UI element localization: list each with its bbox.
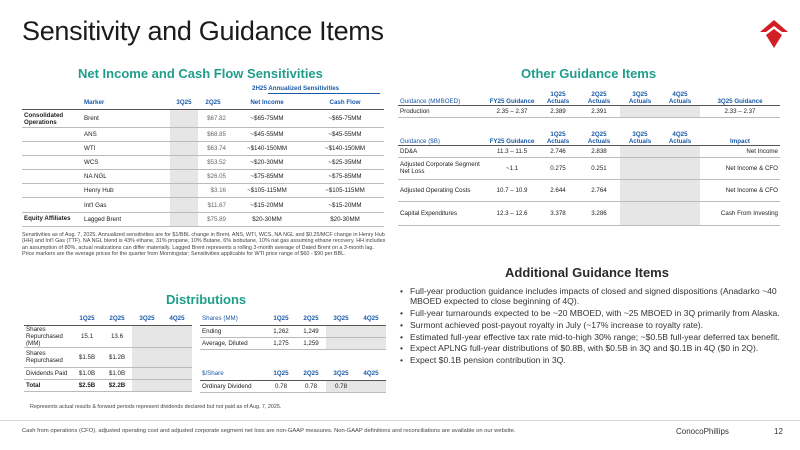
- row-value: [132, 347, 162, 367]
- row-value: [356, 380, 386, 392]
- row-value: $1.0B: [72, 367, 102, 379]
- table-row: [22, 109, 384, 127]
- row-net-income: ~$45-55MM: [228, 127, 306, 141]
- col-2q25: 2Q25: [198, 97, 228, 109]
- cell-label: Capital Expenditures: [398, 201, 486, 225]
- row-value: [326, 337, 356, 349]
- cell-label: Production: [398, 105, 486, 117]
- cell-q1: 0.275: [538, 157, 578, 179]
- row-value: [132, 325, 162, 347]
- row-marker: WCS: [82, 155, 170, 169]
- col-2: 1Q25 Actuals: [538, 87, 578, 105]
- row-value: [132, 379, 162, 391]
- table-row: [200, 337, 386, 349]
- row-cash-flow: ~$75-85MM: [306, 170, 384, 184]
- row-marker: ANS: [82, 127, 170, 141]
- row-value: $2.2B: [102, 379, 132, 391]
- row-marker: NA NGL: [82, 170, 170, 184]
- cell-3q25: [620, 157, 660, 179]
- row-cash-flow: ~$65-75MM: [306, 109, 384, 127]
- row-net-income: ~$15-20MM: [228, 198, 306, 212]
- table-row: [24, 347, 192, 367]
- col-3: 2Q25 Actuals: [578, 87, 620, 105]
- col-3: 3Q25: [132, 313, 162, 325]
- cell-4q25: [660, 179, 700, 201]
- cell-fy: 12.3 – 12.6: [486, 201, 538, 225]
- cell-label: Adjusted Corporate Segment Net Loss: [398, 157, 486, 179]
- page-title: Sensitivity and Guidance Items: [22, 16, 384, 46]
- col-4: 3Q25 Actuals: [620, 127, 660, 145]
- cost-guidance-table: [398, 127, 780, 226]
- row-value: $1.5B: [72, 347, 102, 367]
- cell-q3: [620, 105, 660, 117]
- col-3: 3Q25: [326, 313, 356, 325]
- row-cash-flow: ~$45-55MM: [306, 127, 384, 141]
- row-group: [22, 155, 82, 169]
- col-3: 2Q25 Actuals: [578, 127, 620, 145]
- row-group: Equity Affiliates: [22, 212, 82, 226]
- row-value: [326, 325, 356, 337]
- col-4: 4Q25: [356, 368, 386, 380]
- col-cash-flow: Cash Flow: [306, 97, 384, 109]
- row-3q25: [170, 212, 198, 226]
- table-row: [398, 157, 780, 179]
- row-value: [356, 325, 386, 337]
- col-1: 1Q25: [266, 368, 296, 380]
- row-label: Ordinary Dividend: [200, 380, 266, 392]
- cell-q4: [660, 105, 700, 117]
- col-1: FY25 Guidance: [486, 127, 538, 145]
- row-net-income: ~$105-115MM: [228, 184, 306, 198]
- col-2: 2Q25: [102, 313, 132, 325]
- table-row: [200, 380, 386, 392]
- col-0: Shares (MM): [200, 313, 266, 325]
- row-value: 0.78: [266, 380, 296, 392]
- table-row: [200, 325, 386, 337]
- col-0: Guidance (MMBOED): [398, 87, 486, 105]
- table-row: [22, 184, 384, 198]
- other-guidance-heading: Other Guidance Items: [521, 66, 657, 81]
- row-value: 0.78: [326, 380, 356, 392]
- row-value: [162, 347, 192, 367]
- cell-q1: 2.389: [538, 105, 578, 117]
- row-value: $1.2B: [102, 347, 132, 367]
- cell-fy: 10.7 – 10.9: [486, 179, 538, 201]
- cell-impact: Net Income & CFO: [700, 179, 780, 201]
- cell-impact: Net Income: [700, 145, 780, 157]
- sensitivities-heading: Net Income and Cash Flow Sensitivities: [78, 66, 323, 81]
- row-label: Total: [24, 379, 72, 391]
- row-label: Shares Repurchased: [24, 347, 72, 367]
- row-group: [22, 198, 82, 212]
- col-3q25: 3Q25: [170, 97, 198, 109]
- page-number: 12: [774, 427, 783, 436]
- cell-q2: 2.764: [578, 179, 620, 201]
- col-3: 3Q25: [326, 368, 356, 380]
- cell-fy: 2.35 – 2.37: [486, 105, 538, 117]
- table-row: [22, 198, 384, 212]
- row-2q25: $3.16: [198, 184, 228, 198]
- row-net-income: ~$140-150MM: [228, 141, 306, 155]
- cell-4q25: [660, 201, 700, 225]
- row-3q25: [170, 141, 198, 155]
- list-item: • Expect APLNG full-year distributions of $0.8B, with $0.5B in 3Q and $0.1B in 4Q ($0 in 2Q).: [398, 343, 782, 353]
- row-3q25: [170, 184, 198, 198]
- row-value: 1,259: [296, 337, 326, 349]
- list-item: • Estimated full-year effective tax rate mid-to-high 30% range; ~$0.5B full-year deferred tax benefit.: [398, 332, 782, 342]
- row-group: Consolidated Operations: [22, 109, 82, 127]
- table-row: [398, 145, 780, 157]
- list-item: • Expect $0.1B pension contribution in 3Q.: [398, 355, 782, 365]
- row-marker: WTI: [82, 141, 170, 155]
- cell-q2: 2.838: [578, 145, 620, 157]
- list-item: • Full-year production guidance includes impacts of closed and signed dispositions (Anadarko ~40 MBOED expected to close beginning of 4Q).: [398, 286, 782, 306]
- distributions-table: [24, 313, 192, 392]
- col-2: 1Q25 Actuals: [538, 127, 578, 145]
- row-cash-flow: ~$105-115MM: [306, 184, 384, 198]
- row-net-income: ~$75-85MM: [228, 170, 306, 184]
- row-cash-flow: ~$15-20MM: [306, 198, 384, 212]
- row-3q25: [170, 155, 198, 169]
- col-4: 4Q25: [356, 313, 386, 325]
- col-1: 1Q25: [72, 313, 102, 325]
- row-label: Shares Repurchased (MM): [24, 325, 72, 347]
- row-2q25: $75.89: [198, 212, 228, 226]
- conocophillips-logo-icon: [758, 14, 790, 54]
- cell-3q25: [620, 179, 660, 201]
- row-2q25: $63.74: [198, 141, 228, 155]
- row-value: 1,249: [296, 325, 326, 337]
- row-value: $2.5B: [72, 379, 102, 391]
- col-1: FY25 Guidance: [486, 87, 538, 105]
- cell-label: Adjusted Operating Costs: [398, 179, 486, 201]
- cell-impact: Cash From Investing: [700, 201, 780, 225]
- row-value: [132, 367, 162, 379]
- additional-guidance-heading: Additional Guidance Items: [505, 265, 669, 280]
- list-item: • Surmont achieved post-payout royalty in July (~17% increase to royalty rate).: [398, 320, 782, 330]
- col-2: 2Q25: [296, 313, 326, 325]
- col-net-income: Net Income: [228, 97, 306, 109]
- col-0: Guidance ($B): [398, 127, 486, 145]
- row-2q25: $26.05: [198, 170, 228, 184]
- sensitivities-note: Sensitivities as of Aug. 7, 2025. Annualized sensitivities are for $1/BBL change in Brent, ANS, WTI, WCS, NA NGL and $0.25/MCF change in Henry Hub (HH) and Int'l Gas (TTF). NA NGL blend is 43% ethane, 31% propane, 10% Butane, 6% isobutane, 10% nat gas assuming ethane recovery. HH includes an assumption of 80%, actual realizations can differ materially. Lagged Brent represents a rolling 3-month average of Dated Brent on a 3-month lag. Price markers are the average prices for the quarter from Morningstar; Sensitivities applicable for WTI price range of $60 - $90 per BBL.: [22, 232, 386, 257]
- row-2q25: $68.85: [198, 127, 228, 141]
- cell-q1: 3.378: [538, 201, 578, 225]
- distributions-note: Represents actual results & forward periods represent dividends declared but not paid as of Aug. 7, 2025.: [30, 404, 282, 410]
- sensitivities-super-header: 2H25 Annualized Sensitivities: [252, 85, 340, 92]
- cell-q2: 2.391: [578, 105, 620, 117]
- col-5: 4Q25 Actuals: [660, 127, 700, 145]
- row-value: 1,262: [266, 325, 296, 337]
- table-row: [398, 201, 780, 225]
- cell-impact: Net Income & CFO: [700, 157, 780, 179]
- row-label: Average, Diluted: [200, 337, 266, 349]
- cell-q1: 2.644: [538, 179, 578, 201]
- col-4: 3Q25 Actuals: [620, 87, 660, 105]
- row-value: [356, 337, 386, 349]
- additional-guidance-list: [398, 286, 782, 367]
- row-net-income: ~$20-30MM: [228, 155, 306, 169]
- table-row: [22, 155, 384, 169]
- table-row: [24, 379, 192, 391]
- row-value: [162, 325, 192, 347]
- row-marker: Lagged Brent: [82, 212, 170, 226]
- cell-4q25: [660, 157, 700, 179]
- row-3q25: [170, 109, 198, 127]
- col-0: $/Share: [200, 368, 266, 380]
- row-value: 0.78: [296, 380, 326, 392]
- row-2q25: $11.67: [198, 198, 228, 212]
- row-cash-flow: ~$25-35MM: [306, 155, 384, 169]
- row-3q25: [170, 127, 198, 141]
- row-group: [22, 170, 82, 184]
- row-value: 15.1: [72, 325, 102, 347]
- row-net-income: $20-30MM: [228, 212, 306, 226]
- row-value: 13.6: [102, 325, 132, 347]
- cell-fy: ~1.1: [486, 157, 538, 179]
- distributions-heading: Distributions: [166, 292, 247, 307]
- row-net-income: ~$65-75MM: [228, 109, 306, 127]
- row-2q25: $53.52: [198, 155, 228, 169]
- sensitivities-table: [22, 97, 384, 227]
- row-cash-flow: ~$140-150MM: [306, 141, 384, 155]
- row-value: 1,275: [266, 337, 296, 349]
- col-6: 3Q25 Guidance: [700, 87, 780, 105]
- brand-name: ConocoPhillips: [676, 427, 729, 436]
- table-row: [22, 141, 384, 155]
- table-row: [398, 179, 780, 201]
- row-value: [162, 367, 192, 379]
- list-item: • Full-year turnarounds expected to be ~20 MBOED, with ~25 MBOED in 3Q primarily from Alaska.: [398, 308, 782, 318]
- cell-label: DD&A: [398, 145, 486, 157]
- row-value: $1.0B: [102, 367, 132, 379]
- row-group: [22, 141, 82, 155]
- col-0: [24, 313, 72, 325]
- row-marker: Henry Hub: [82, 184, 170, 198]
- col-1: 1Q25: [266, 313, 296, 325]
- col-2: 2Q25: [296, 368, 326, 380]
- cell-q2: 0.251: [578, 157, 620, 179]
- cell-q1: 2.746: [538, 145, 578, 157]
- cell-3q25: [620, 201, 660, 225]
- table-row: [22, 212, 384, 226]
- dividend-per-share-table: [200, 368, 386, 393]
- row-3q25: [170, 198, 198, 212]
- cell-g: 2.33 – 2.37: [700, 105, 780, 117]
- row-label: Ending: [200, 325, 266, 337]
- col-marker: Marker: [82, 97, 170, 109]
- footer-divider: [0, 420, 800, 421]
- col-6: Impact: [700, 127, 780, 145]
- row-2q25: $67.82: [198, 109, 228, 127]
- row-marker: Int'l Gas: [82, 198, 170, 212]
- col-5: 4Q25 Actuals: [660, 87, 700, 105]
- table-row: [24, 367, 192, 379]
- footer-note: Cash from operations (CFO), adjusted operating cost and adjusted corporate segment net loss are non-GAAP measures. Non-GAAP definitions and reconciliations are available on our website.: [22, 428, 516, 434]
- row-group: [22, 127, 82, 141]
- col-4: 4Q25: [162, 313, 192, 325]
- row-label: Dividends Paid: [24, 367, 72, 379]
- row-3q25: [170, 170, 198, 184]
- table-row: [24, 325, 192, 347]
- cell-q2: 3.286: [578, 201, 620, 225]
- super-header-rule: [268, 93, 380, 94]
- production-guidance-table: [398, 87, 780, 118]
- shares-table: [200, 313, 386, 350]
- row-value: [162, 379, 192, 391]
- cell-4q25: [660, 145, 700, 157]
- cell-3q25: [620, 145, 660, 157]
- row-cash-flow: $20-30MM: [306, 212, 384, 226]
- row-marker: Brent: [82, 109, 170, 127]
- table-row: [398, 105, 780, 117]
- cell-fy: 11.3 – 11.5: [486, 145, 538, 157]
- table-row: [22, 127, 384, 141]
- row-group: [22, 184, 82, 198]
- table-row: [22, 170, 384, 184]
